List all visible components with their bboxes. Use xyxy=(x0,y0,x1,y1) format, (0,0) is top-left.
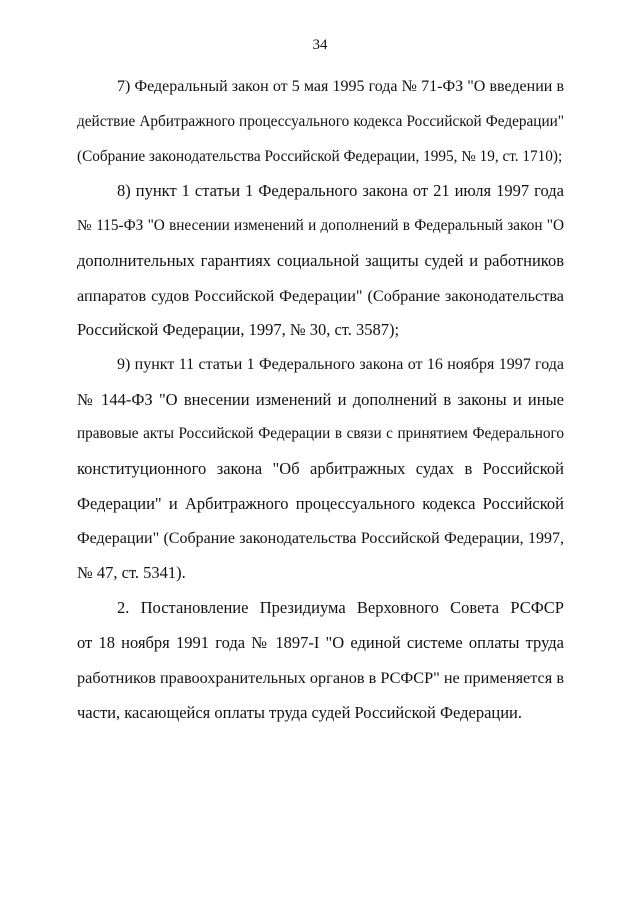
paragraph-3-line-6: Федерации" (Собрание законодательства Российской Федерации, 1997, xyxy=(77,530,564,547)
paragraph-2-line-5: Российской Федерации, 1997, № 30, ст. 3587); xyxy=(77,320,400,339)
paragraph-1-line-2: действие Арбитражного процессуального кодекса Российской Федерации" xyxy=(77,113,564,130)
paragraph-1-line-1: 7) Федеральный закон от 5 мая 1995 года № 71-ФЗ "О введении в xyxy=(117,78,564,95)
paragraph-3-line-2: № 144-ФЗ "О внесении изменений и дополнений в законы и иные xyxy=(77,390,564,409)
paragraph-4-line-4: части, касающейся оплаты труда судей Российской Федерации. xyxy=(77,703,523,722)
paragraph-3-line-4: конституционного закона "Об арбитражных судах в Российской xyxy=(77,459,564,478)
paragraph-3-line-7: № 47, ст. 5341). xyxy=(77,563,186,582)
paragraph-4-line-2: от 18 ноября 1991 года № 1897-I "О единой системе оплаты труда xyxy=(77,633,564,652)
paragraph-4-line-3: работников правоохранительных органов в РСФСР" не применяется в xyxy=(77,669,564,687)
page-number: 34 xyxy=(312,37,328,53)
paragraph-3-line-5: Федерации" и Арбитражного процессуального кодекса Российской xyxy=(77,494,564,513)
paragraph-2-line-1: 8) пункт 1 статьи 1 Федерального закона от 21 июля 1997 года xyxy=(117,181,564,200)
paragraph-1-line-3: (Собрание законодательства Российской Федерации, 1995, № 19, ст. 1710); xyxy=(77,148,563,165)
paragraph-2-line-2: № 115-ФЗ "О внесении изменений и дополнений в Федеральный закон "О xyxy=(77,217,564,234)
paragraph-3-line-1: 9) пункт 11 статьи 1 Федерального закона от 16 ноября 1997 года xyxy=(117,356,564,373)
paragraph-2-line-3: дополнительных гарантиях социальной защиты судей и работников xyxy=(77,251,564,270)
paragraph-4-line-1: 2. Постановление Президиума Верховного Совета РСФСР xyxy=(117,598,564,617)
paragraph-2-line-4: аппаратов судов Российской Федерации" (Собрание законодательства xyxy=(77,287,564,305)
paragraph-3-line-3: правовые акты Российской Федерации в связи с принятием Федерального xyxy=(77,425,564,442)
